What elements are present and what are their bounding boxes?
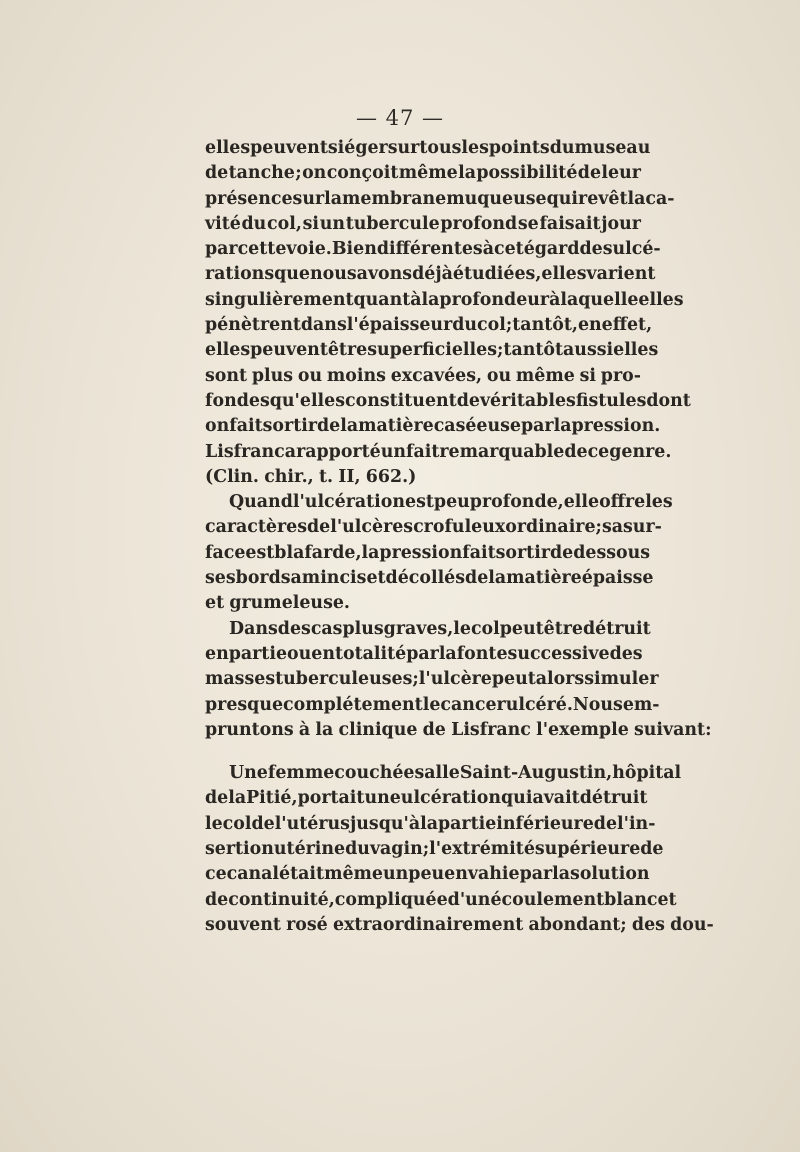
text-line: ses bords amincis et décollés de la matière épaisse bbox=[205, 568, 654, 589]
text-line: singulièrement quant à la profondeur à laquelle elles bbox=[205, 289, 684, 310]
paragraph-gap bbox=[205, 743, 641, 761]
text-line: Quand l'ulcération est peu profonde, elle offre les bbox=[229, 492, 673, 513]
text-line: de tanche ; on conçoit même la possibilité de leur bbox=[205, 163, 641, 184]
text-line: Lisfranc a rapporté un fait remarquable de ce genre. bbox=[205, 441, 672, 462]
text-line: Une femme couchée salle Saint-Augustin, hôpital bbox=[229, 763, 682, 784]
text-line: elles peuvent siéger sur tous les points du museau bbox=[205, 138, 651, 158]
text-line: sertion utérine du vagin ; l'extrémité supérieure de bbox=[205, 839, 664, 860]
text-line: présence sur la membrane muqueuse qui revêt la ca- bbox=[205, 188, 675, 209]
text-line: Dans des cas plus graves, le col peut être détruit bbox=[229, 618, 651, 639]
text-line: pruntons à la clinique de Lisfranc l'exemple suivant: bbox=[205, 719, 712, 740]
text-line: le col de l'utérus jusqu'à la partie inférieure de l'in- bbox=[205, 813, 656, 834]
text-line: pénètrent dans l'épaisseur du col; tantôt, en effet, bbox=[205, 315, 653, 336]
text-line: on fait sortir de la matière caséeuse par la pression. bbox=[205, 416, 661, 437]
text-line: souvent rosé extraordinairement abondant; des dou- bbox=[205, 914, 714, 935]
text-line: de continuité, compliquée d'un écoulement blanc et bbox=[205, 889, 677, 910]
text-line: sont plus ou moins excavées, ou même si pro- bbox=[205, 365, 641, 386]
text-line: masses tuberculeuses; l'ulcère peut alors simuler bbox=[205, 669, 659, 690]
text-line: presque complétement le cancer ulcéré. Nous em- bbox=[205, 694, 660, 715]
text-line: et grumeleuse. bbox=[205, 593, 350, 614]
text-line: vité du col, si un tubercule profond se faisait jour bbox=[205, 213, 641, 234]
text-line: fondes qu'elles constituent de véritables fistules dont bbox=[205, 390, 691, 411]
text-line: face est blafarde, la pression fait sortir de dessous bbox=[205, 542, 651, 563]
page-number: — 47 — bbox=[355, 106, 445, 130]
text-line: par cette voie. Bien différentes à cet égard des ulcé- bbox=[205, 239, 661, 260]
text-line: en partie ou en totalité par la fonte successive des bbox=[205, 643, 643, 664]
text-line: elles peuvent être superficielles; tantôt aussi elles bbox=[205, 340, 659, 361]
text-line: rations que nous avons déjà étudiées, elles varient bbox=[205, 264, 656, 285]
text-line: de la Pitié, portait une ulcération qui avait détruit bbox=[205, 788, 648, 809]
text-line: caractères de l'ulcère scrofuleux ordinaire; sa sur- bbox=[205, 517, 662, 538]
body-text bbox=[205, 136, 714, 938]
text-line: ce canal était même un peu envahie par la solution bbox=[205, 864, 650, 885]
text-line: (Clin. chir., t. II, 662.) bbox=[205, 466, 417, 487]
